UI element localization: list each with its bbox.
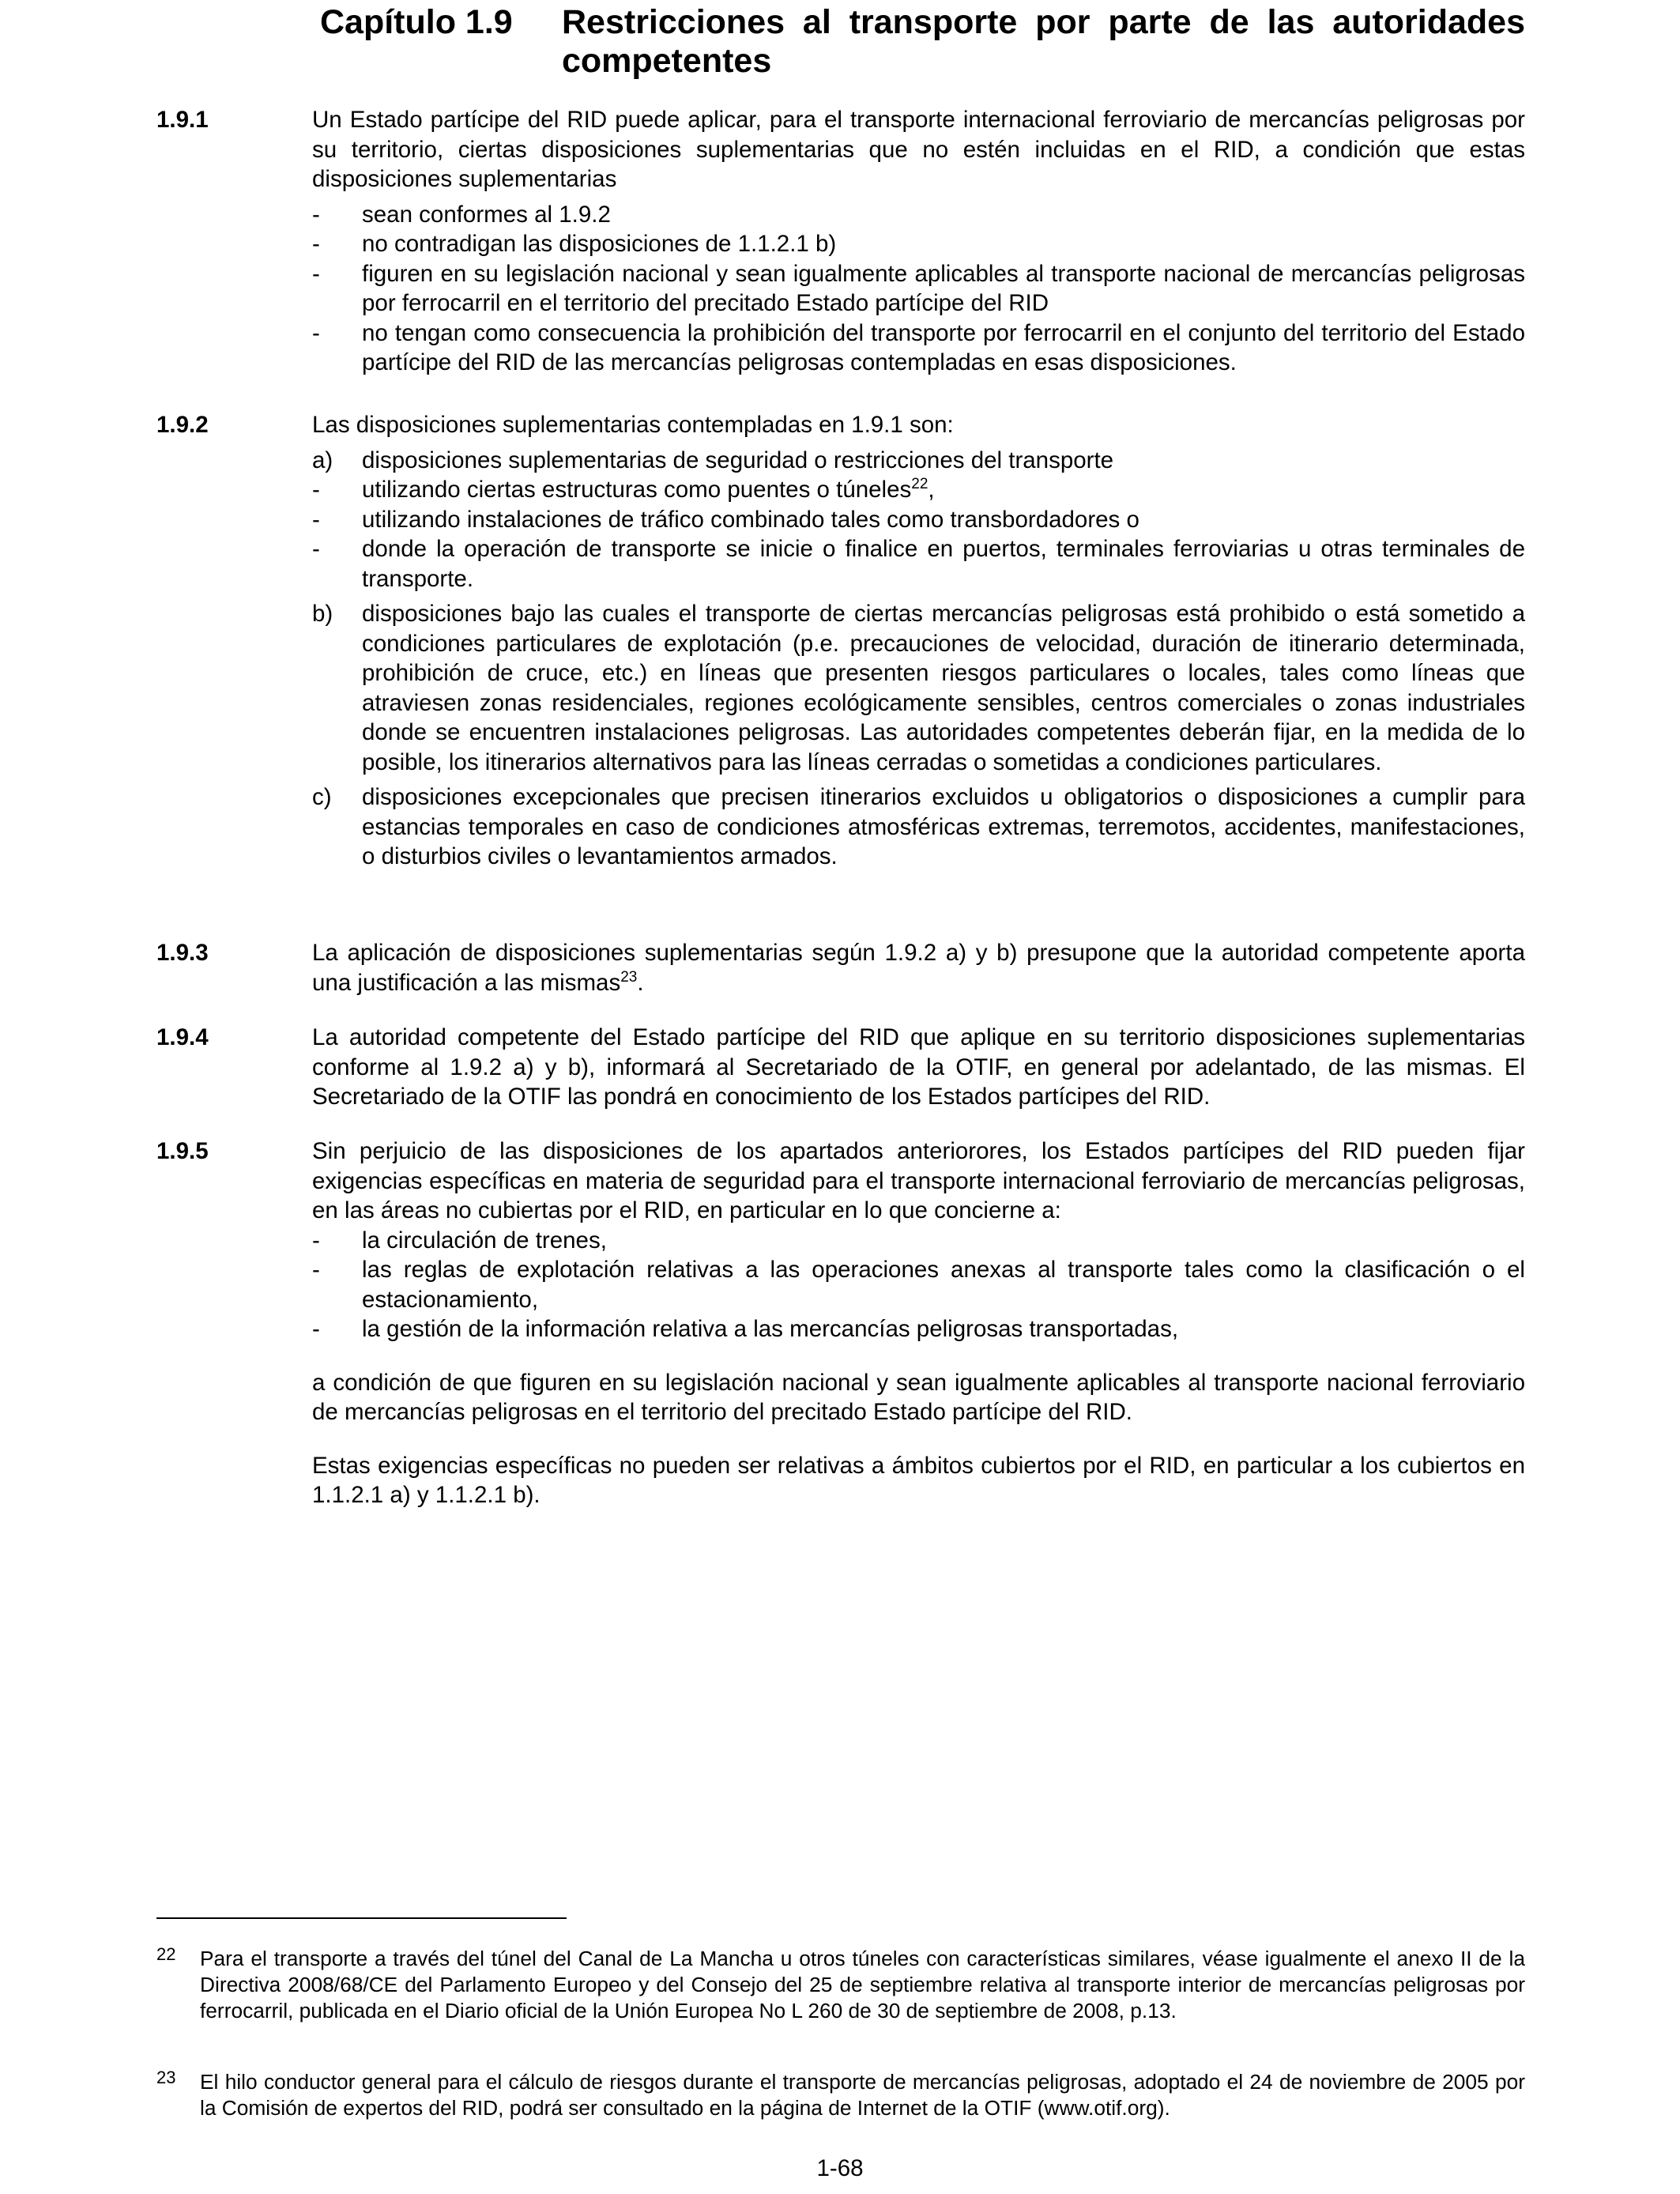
footnote-ref[interactable]: 22 (911, 476, 929, 493)
section-intro: Las disposiciones suplementarias contempladas en 1.9.1 son: (312, 412, 954, 438)
list-item: - sean conformes al 1.9.2 (312, 201, 611, 228)
list-item: - la circulación de trenes, (312, 1227, 607, 1253)
section-1-9-1 (0, 105, 1680, 378)
section-text: La autoridad competente del Estado partícipe del RID que aplique en su territorio disposiciones suplementarias conforme al 1.9.2 a) y b), informará al Secretariado de la OTIF, en general por adelantado, de las mismas. El Secretariado de la OTIF las pondrá en conocimiento de los Estados partícipes del RID. (312, 1024, 1525, 1110)
list-item: - la gestión de la información relativa a las mercancías peligrosas transportadas, (312, 1316, 1179, 1342)
section-paragraph: a condición de que figuren en su legislación nacional y sean igualmente aplicables al transporte nacional ferroviario de mercancías peligrosas en el territorio del precitado Estado partícipe del RID. (312, 1369, 1525, 1425)
list-item-c: c) disposiciones excepcionales que precisen itinerarios excluidos u obligatorios o disposiciones a cumplir para estancias temporales en caso de condiciones atmosféricas extremas, terremotos, accidentes, manifestaciones, o disturbios civiles o levantamientos armados. (312, 784, 1525, 869)
page-number: 1-68 (816, 2155, 864, 2181)
section-1-9-5 (0, 1137, 1680, 1510)
list-item: - no contradigan las disposiciones de 1.1.2.1 b) (312, 231, 837, 257)
section-intro: Sin perjuicio de las disposiciones de los apartados anteriorores, los Estados partícipes del RID pueden fijar exigencias específicas en materia de seguridad para el transporte internacional ferroviario de mercancías peligrosas, en las áreas no cubiertas por el RID, en particular en lo que concierne a: (312, 1138, 1525, 1223)
section-1-9-3 (0, 938, 1680, 997)
list-item: - utilizando instalaciones de tráfico combinado tales como transbordadores o (312, 506, 1139, 533)
section-number: 1.9.5 (156, 1138, 209, 1164)
footnote (0, 1946, 1680, 2024)
list-item-a: a) disposiciones suplementarias de seguridad o restricciones del transporte (312, 447, 1114, 473)
section-1-9-2 (0, 410, 1680, 872)
footnote-text: Para el transporte a través del túnel del Canal de La Mancha u otros túneles con características similares, véase igualmente el anexo II de la Directiva 2008/68/CE del Parlamento Europeo y del Consejo del 25 de septiembre relativa al transporte interior de mercancías peligrosas por ferrocarril, publicada en el Diario oficial de la Unión Europea No L 260 de 30 de septiembre de 2008, p.13. (200, 1947, 1525, 2022)
section-number: 1.9.2 (156, 412, 209, 438)
list-item: - donde la operación de transporte se inicie o finalice en puertos, terminales ferroviarias u otras terminales de transporte. (312, 536, 1525, 592)
chapter-number: Capítulo 1.9 (320, 3, 513, 41)
section-intro: Un Estado partícipe del RID puede aplicar, para el transporte internacional ferroviario de mercancías peligrosas por su territorio, ciertas disposiciones suplementarias que no estén incluidas en el RID, a condición que estas disposiciones suplementarias (312, 107, 1525, 192)
section-number: 1.9.4 (156, 1024, 209, 1050)
section-number: 1.9.3 (156, 940, 209, 966)
list-item: - no tengan como consecuencia la prohibición del transporte por ferrocarril en el conjunto del territorio del Estado partícipe del RID de las mercancías peligrosas contempladas en esas disposiciones. (312, 319, 1525, 375)
list-item: - las reglas de explotación relativas a las operaciones anexas al transporte tales como la clasificación o el estacionamiento, (312, 1257, 1525, 1313)
footnote-divider (156, 1917, 567, 1919)
list-item-b: b) disposiciones bajo las cuales el transporte de ciertas mercancías peligrosas está prohibido o está sometido a condiciones particulares de explotación (p.e. precauciones de velocidad, duración de itinerario determinada, prohibición de cruce, etc.) en líneas que presenten riesgos particulares o locales, tales como líneas que atraviesen zonas residenciales, regiones ecológicamente sensibles, centros comerciales o zonas industriales donde se encuentren instalaciones peligrosas. Las autoridades competentes deberán fijar, en la medida de lo posible, los itinerarios alternativos para las líneas cerradas o sometidas a condiciones particulares. (312, 601, 1525, 775)
chapter-title: Restricciones al transporte por parte de las autoridades competentes (562, 3, 1525, 80)
footnote-number: 22 (156, 1944, 176, 1964)
footnote-text: El hilo conductor general para el cálculo de riesgos durante el transporte de mercancías peligrosas, adoptado el 24 de noviembre de 2005 por la Comisión de expertos del RID, podrá ser consultado en la página de Internet de la OTIF (www.otif.org). (200, 2070, 1525, 2120)
section-1-9-4 (0, 1023, 1680, 1112)
section-number: 1.9.1 (156, 107, 209, 133)
chapter-heading (320, 3, 1525, 81)
footnote-ref[interactable]: 23 (620, 968, 638, 986)
footnote (0, 2069, 1680, 2121)
list-item: - figuren en su legislación nacional y sean igualmente aplicables al transporte nacional de mercancías peligrosas por ferrocarril en el territorio del precitado Estado partícipe del RID (312, 260, 1525, 316)
section-paragraph: Estas exigencias específicas no pueden ser relativas a ámbitos cubiertos por el RID, en particular a los cubiertos en 1.1.2.1 a) y 1.1.2.1 b). (312, 1452, 1525, 1508)
list-item: - utilizando ciertas estructuras como puentes o túneles$^{22}$, (312, 476, 935, 503)
section-text: La aplicación de disposiciones suplementarias según 1.9.2 a) y b) presupone que la autoridad competente aporta una justificación a las mismas$^{23}$. (312, 940, 1525, 996)
footnote-number: 23 (156, 2068, 176, 2087)
